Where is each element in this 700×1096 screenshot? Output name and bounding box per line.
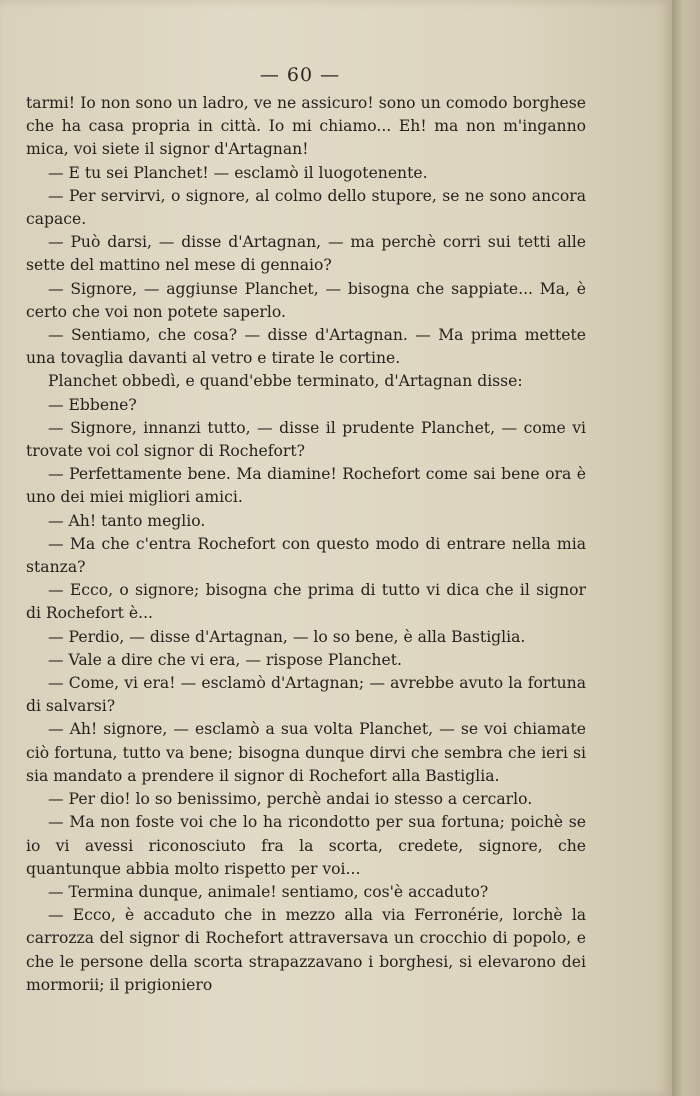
paragraph: — Termina dunque, animale! sentiamo, cos'è accaduto? xyxy=(48,882,489,901)
paragraph: Planchet obbedì, e quand'ebbe terminato, d'Artagnan disse: xyxy=(48,372,523,391)
paragraph: — Ah! signore, — esclamò a sua volta Planchet, — se voi chiamate ciò fortuna, tutto va bene; bisogna dunque dirvi che sembra che ieri si sia mandato a prendere il signor di Rochefort alla Bastiglia. xyxy=(26,720,586,785)
paragraph: — Ecco, è accaduto che in mezzo alla via Ferronérie, lorchè la carrozza del signor di Rochefort attraversava un crocchio di popolo, e che le persone della scorta strapazzavano i borghesi, si elevarono dei mormorii; il prigioniero xyxy=(26,906,586,994)
paragraph: — Signore, innanzi tutto, — disse il prudente Planchet, — come vi trovate voi col signor di Rochefort? xyxy=(26,418,586,461)
paragraph: — Ecco, o signore; bisogna che prima di tutto vi dica che il signor di Rochefort è... xyxy=(26,581,586,623)
paragraph: — Vale a dire che vi era, — rispose Planchet. xyxy=(48,650,402,669)
paragraph: — Ah! tanto meglio. xyxy=(48,511,206,530)
paragraph: — Ebbene? xyxy=(48,395,137,414)
page-edge xyxy=(672,0,700,1096)
paragraph: tarmi! Io non sono un ladro, ve ne assicuro! sono un comodo borghese che ha casa propria in città. Io mi chiamo... Eh! ma non m'inganno mica, voi siete il signor d'Artagnan! xyxy=(26,94,586,159)
paragraph: — Per servirvi, o signore, al colmo dello stupore, se ne sono ancora capace. xyxy=(26,186,586,229)
body-text xyxy=(26,92,586,997)
paragraph: — Per dio! lo so benissimo, perchè andai io stesso a cercarlo. xyxy=(48,790,533,809)
paragraph: — Perfettamente bene. Ma diamine! Rochefort come sai bene ora è uno dei miei migliori amici. xyxy=(26,465,586,507)
paragraph: — Come, vi era! — esclamò d'Artagnan; — avrebbe avuto la fortuna di salvarsi? xyxy=(26,674,586,716)
paragraph: — Può darsi, — disse d'Artagnan, — ma perchè corri sui tetti alle sette del mattino nel mese di gennaio? xyxy=(26,233,586,275)
paragraph: — Ma che c'entra Rochefort con questo modo di entrare nella mia stanza? xyxy=(26,534,586,577)
paragraph: — E tu sei Planchet! — esclamò il luogotenente. xyxy=(48,163,428,182)
paragraph: — Sentiamo, che cosa? — disse d'Artagnan. — Ma prima mettete una tovaglia davanti al vetro e tirate le cortine. xyxy=(26,326,586,368)
paragraph: — Ma non foste voi che lo ha ricondotto per sua fortuna; poichè se io vi avessi riconosciuto fra la scorta, credete, signore, che quantunque abbia molto rispetto per voi... xyxy=(26,813,586,878)
paragraph: — Signore, — aggiunse Planchet, — bisogna che sappiate... Ma, è certo che voi non potete saperlo. xyxy=(26,279,586,321)
paragraph: — Perdio, — disse d'Artagnan, — lo so bene, è alla Bastiglia. xyxy=(48,627,526,646)
page-number: — 60 — xyxy=(259,64,341,86)
